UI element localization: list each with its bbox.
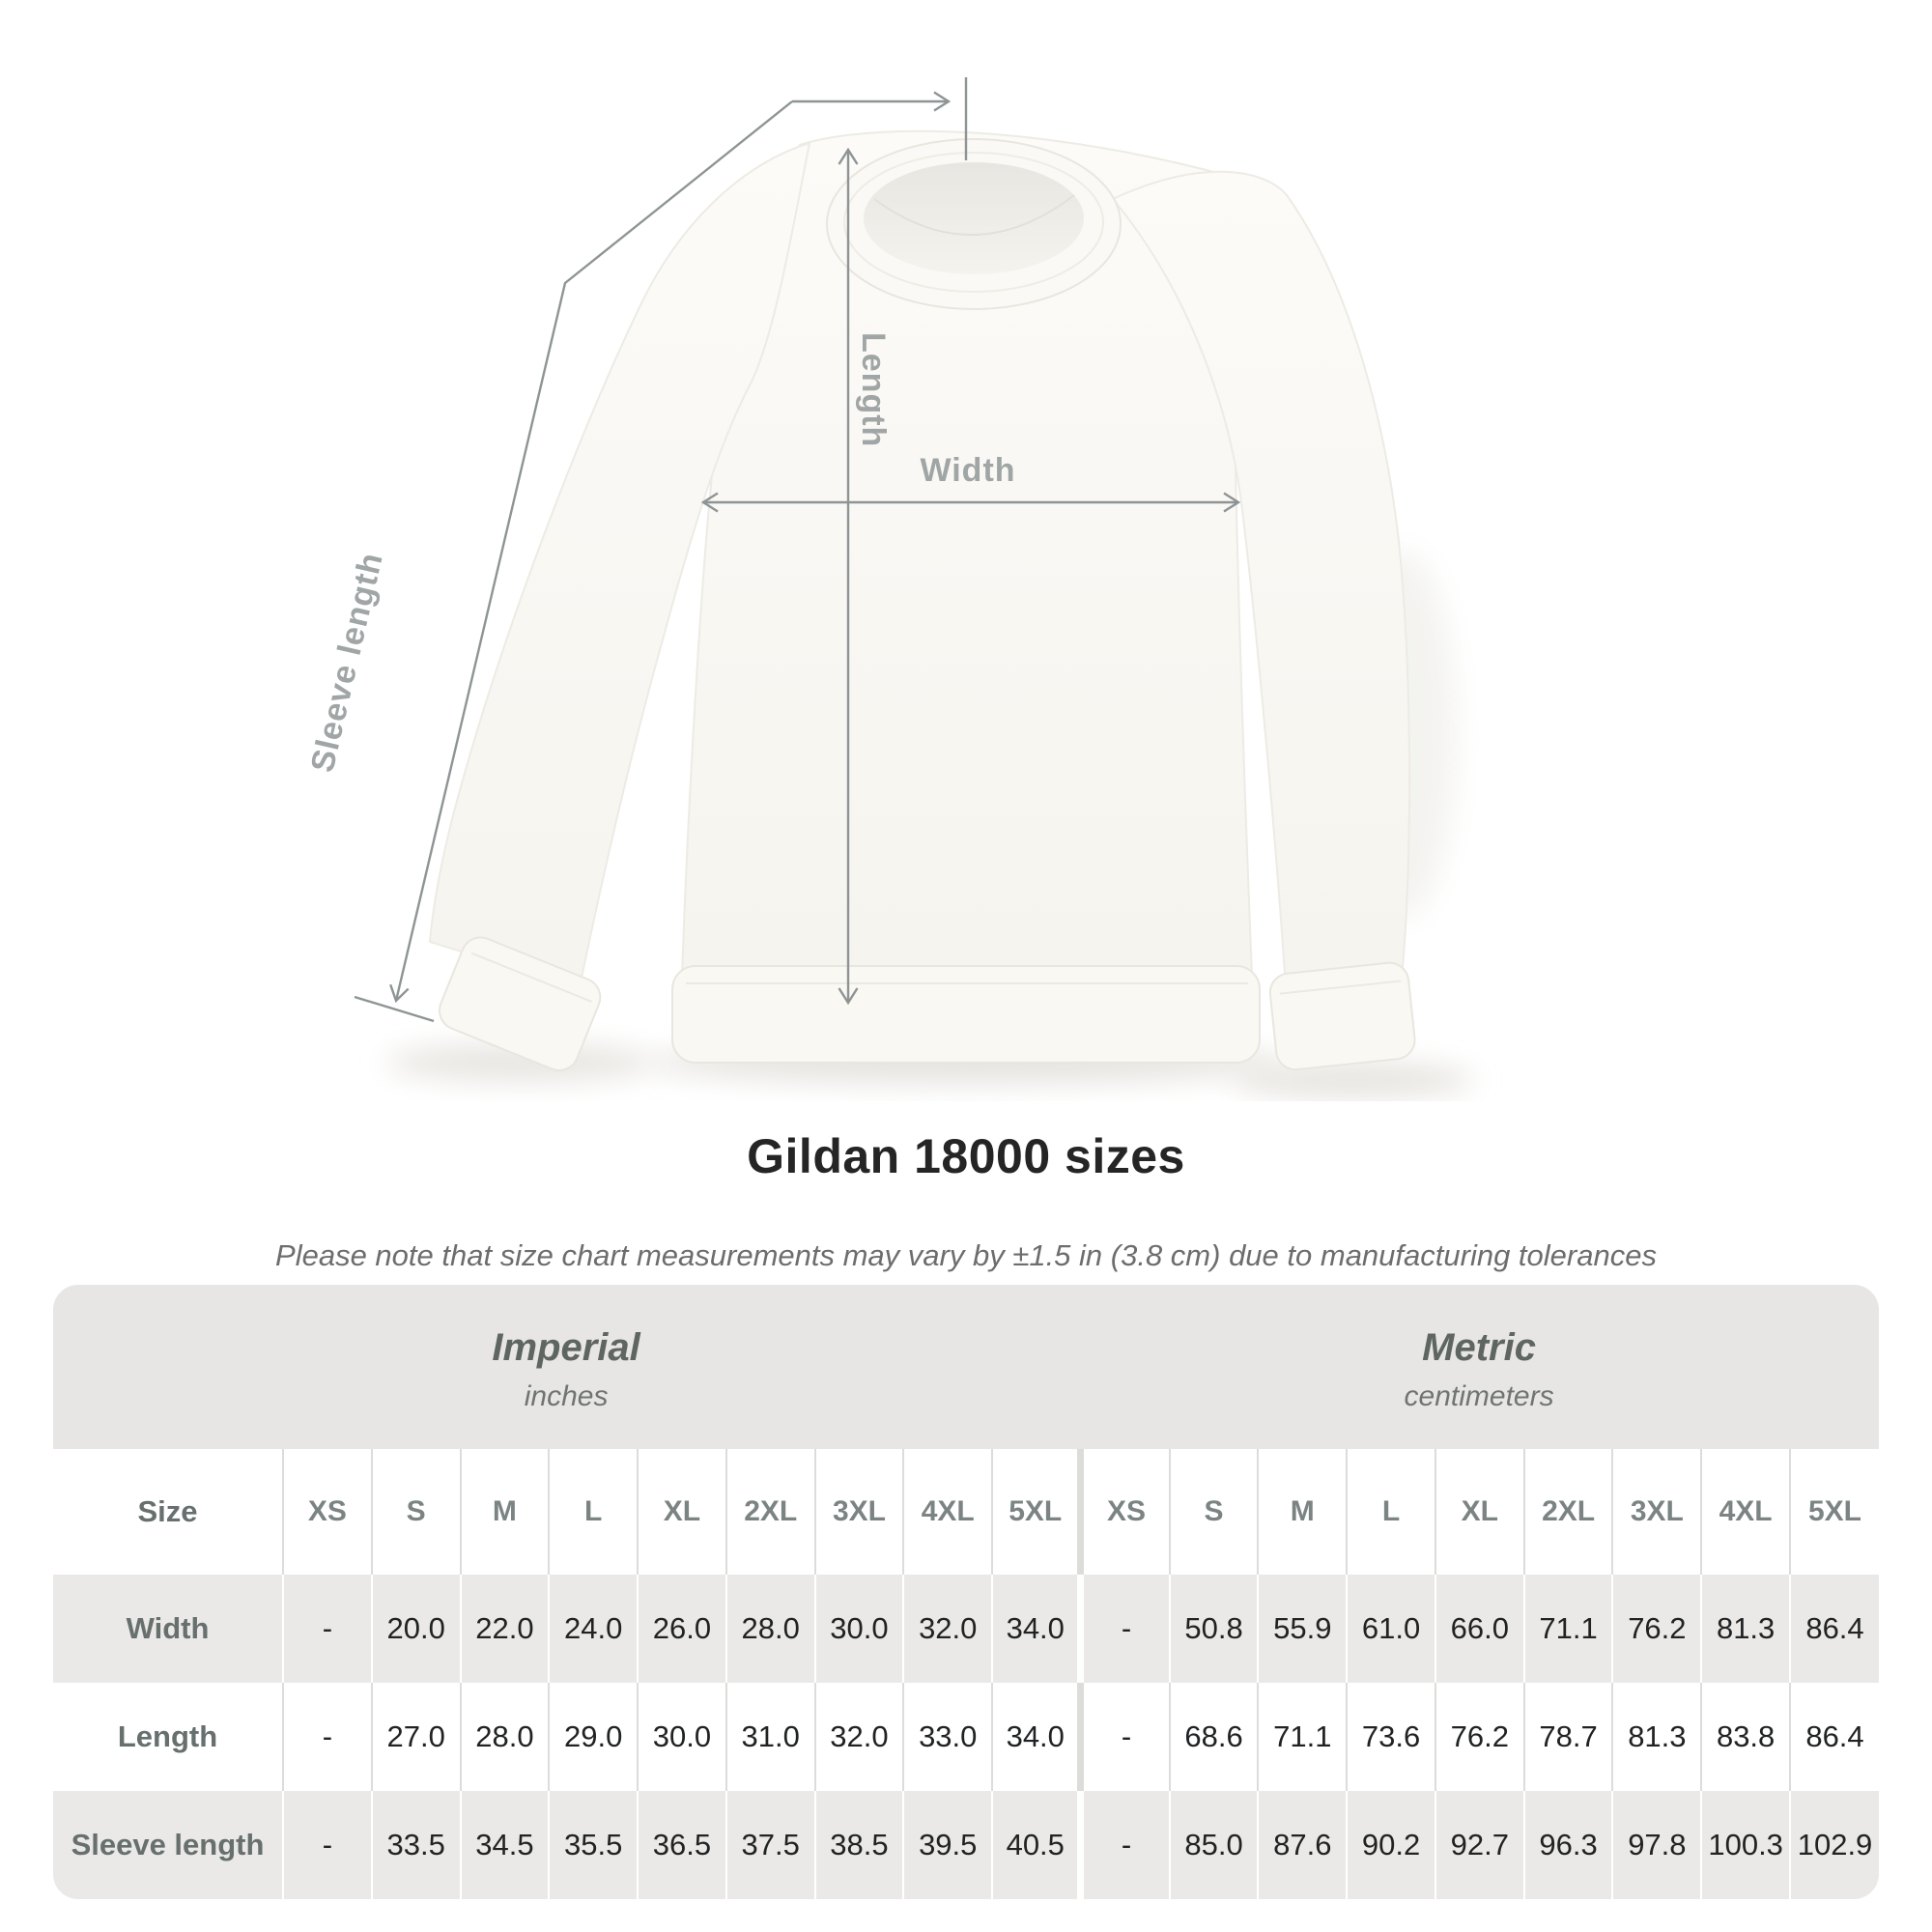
- value-cell: 78.7: [1524, 1683, 1613, 1791]
- value-cell: 83.8: [1701, 1683, 1790, 1791]
- size-header-metric: M: [1258, 1449, 1347, 1575]
- value-cell: 20.0: [372, 1575, 461, 1683]
- size-column-label: Size: [137, 1494, 198, 1528]
- value-cell: 68.6: [1170, 1683, 1259, 1791]
- value-cell: 76.2: [1435, 1683, 1524, 1791]
- value-cell: 86.4: [1790, 1575, 1879, 1683]
- value-cell: 32.0: [815, 1683, 904, 1791]
- collar: [827, 139, 1121, 309]
- row-label: Length: [117, 1719, 218, 1753]
- waistband: [672, 966, 1260, 1063]
- value-cell: 102.9: [1790, 1791, 1879, 1899]
- value-cell: 71.1: [1258, 1683, 1347, 1791]
- measurements-table: [53, 1449, 1879, 1899]
- value-cell: 90.2: [1347, 1791, 1435, 1899]
- value-cell: 92.7: [1435, 1791, 1524, 1899]
- value-cell: -: [283, 1683, 372, 1791]
- imperial-header: [53, 1285, 1079, 1449]
- value-cell: 97.8: [1612, 1791, 1701, 1899]
- length-row: [53, 1683, 1879, 1791]
- value-cell: 34.0: [992, 1683, 1081, 1791]
- value-cell: 100.3: [1701, 1791, 1790, 1899]
- row-label: Sleeve length: [53, 1791, 283, 1899]
- value-cell: 32.0: [903, 1575, 992, 1683]
- metric-header: [1079, 1285, 1879, 1449]
- size-header-imperial: XS: [283, 1449, 372, 1575]
- value-cell: 33.5: [372, 1791, 461, 1899]
- value-cell: 38.5: [815, 1791, 904, 1899]
- value-cell: -: [1081, 1683, 1170, 1791]
- value-cell: 31.0: [726, 1683, 815, 1791]
- imperial-title: Imperial: [492, 1326, 640, 1369]
- value-cell: 81.3: [1701, 1575, 1790, 1683]
- size-header-imperial: 5XL: [992, 1449, 1081, 1575]
- value-cell: 37.5: [726, 1791, 815, 1899]
- value-cell: 61.0: [1347, 1575, 1435, 1683]
- value-cell: 34.0: [992, 1575, 1081, 1683]
- size-header-metric: 5XL: [1790, 1449, 1879, 1575]
- size-header-imperial: S: [372, 1449, 461, 1575]
- page-title: Gildan 18000 sizes: [747, 1129, 1185, 1183]
- value-cell: 22.0: [461, 1575, 550, 1683]
- size-header-metric: XS: [1081, 1449, 1170, 1575]
- length-label: Length: [855, 332, 892, 448]
- sleeve-length-row: [53, 1791, 1879, 1899]
- value-cell: 86.4: [1790, 1683, 1879, 1791]
- value-cell: 50.8: [1170, 1575, 1259, 1683]
- value-cell: 33.0: [903, 1683, 992, 1791]
- value-cell: 28.0: [726, 1575, 815, 1683]
- page-subtitle: Please note that size chart measurements may vary by ±1.5 in (3.8 cm) due to manufacturing tolerances: [275, 1238, 1657, 1272]
- size-header-metric: 3XL: [1612, 1449, 1701, 1575]
- metric-title: Metric: [1422, 1326, 1536, 1369]
- imperial-unit: inches: [524, 1380, 609, 1412]
- value-cell: -: [283, 1791, 372, 1899]
- value-cell: 66.0: [1435, 1575, 1524, 1683]
- value-cell: -: [283, 1575, 372, 1683]
- value-cell: 39.5: [903, 1791, 992, 1899]
- value-cell: 27.0: [372, 1683, 461, 1791]
- value-cell: 26.0: [638, 1575, 726, 1683]
- size-header-imperial: 4XL: [903, 1449, 992, 1575]
- row-label: Width: [53, 1575, 283, 1683]
- size-header-imperial: M: [461, 1449, 550, 1575]
- width-row: [53, 1575, 1879, 1683]
- value-cell: -: [1081, 1575, 1170, 1683]
- value-cell: 35.5: [549, 1791, 638, 1899]
- value-cell: 81.3: [1612, 1683, 1701, 1791]
- value-cell: 34.5: [461, 1791, 550, 1899]
- size-header-metric: XL: [1435, 1449, 1524, 1575]
- value-cell: 87.6: [1258, 1791, 1347, 1899]
- right-cuff: [1268, 961, 1417, 1072]
- unit-header-band: [53, 1285, 1879, 1449]
- value-cell: 28.0: [461, 1683, 550, 1791]
- value-cell: 71.1: [1524, 1575, 1613, 1683]
- cuff-tick: [355, 997, 434, 1021]
- value-cell: 76.2: [1612, 1575, 1701, 1683]
- width-label: Width: [920, 452, 1016, 489]
- value-cell: 24.0: [549, 1575, 638, 1683]
- size-header-imperial: L: [549, 1449, 638, 1575]
- metric-unit: centimeters: [1404, 1380, 1554, 1412]
- size-header-metric: L: [1347, 1449, 1435, 1575]
- value-cell: 96.3: [1524, 1791, 1613, 1899]
- value-cell: 73.6: [1347, 1683, 1435, 1791]
- value-cell: 55.9: [1258, 1575, 1347, 1683]
- size-header-imperial: 2XL: [726, 1449, 815, 1575]
- size-header-imperial: 3XL: [815, 1449, 904, 1575]
- value-cell: 36.5: [638, 1791, 726, 1899]
- value-cell: 85.0: [1170, 1791, 1259, 1899]
- value-cell: 40.5: [992, 1791, 1081, 1899]
- size-header-metric: S: [1170, 1449, 1259, 1575]
- size-header-metric: 4XL: [1701, 1449, 1790, 1575]
- size-chart-table: [53, 1285, 1879, 1899]
- sleeve-length-label: Sleeve length: [303, 549, 390, 776]
- value-cell: -: [1081, 1791, 1170, 1899]
- size-header-metric: 2XL: [1524, 1449, 1613, 1575]
- value-cell: 30.0: [638, 1683, 726, 1791]
- value-cell: 30.0: [815, 1575, 904, 1683]
- value-cell: 29.0: [549, 1683, 638, 1791]
- size-header-row: [53, 1449, 1879, 1575]
- size-header-imperial: XL: [638, 1449, 726, 1575]
